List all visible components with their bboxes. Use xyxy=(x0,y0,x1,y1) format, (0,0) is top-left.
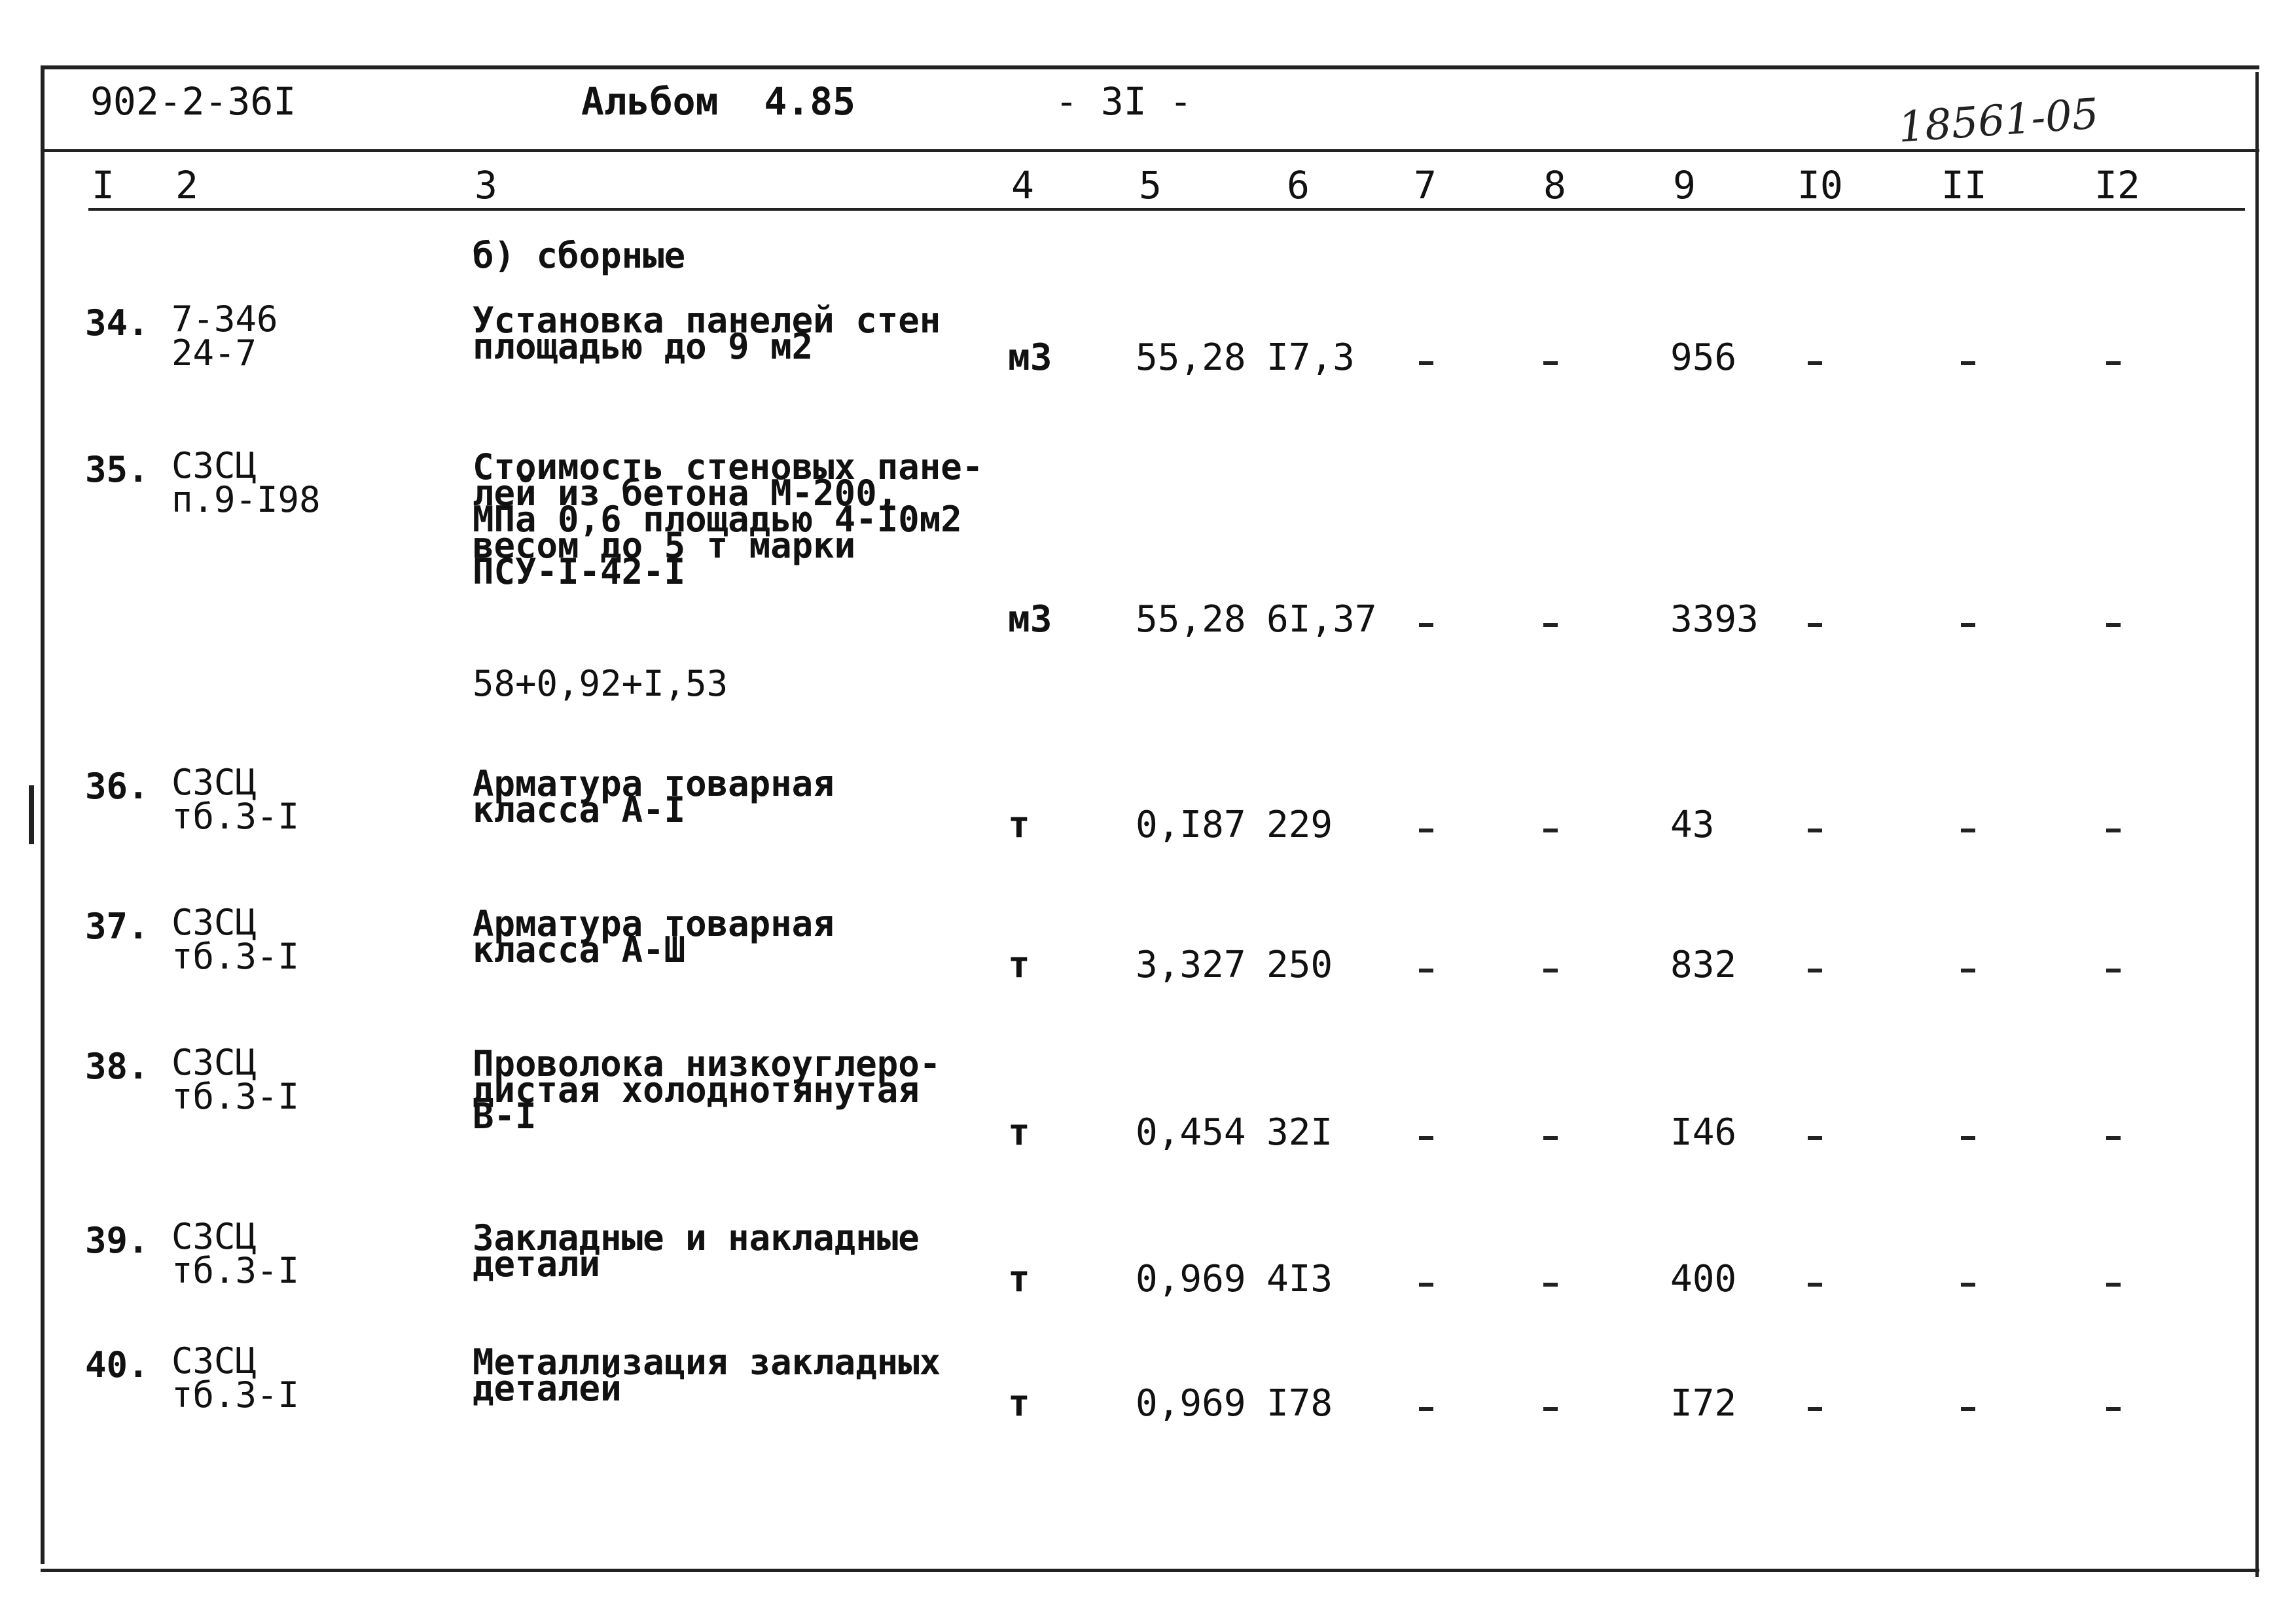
empty-cell-dash xyxy=(1961,1283,1975,1287)
row-quantity: 3,327 xyxy=(1136,944,1246,986)
empty-cell-dash xyxy=(2106,1407,2121,1411)
row-description: Стоимость стеновых пане- лей из бетона М-200, МПа 0,6 площадью 4-I0м2 весом до 5 т марки ПСУ-I-42-I xyxy=(473,446,984,592)
row-code: 7-346 24-7 xyxy=(171,298,278,374)
empty-cell-dash xyxy=(1419,1407,1433,1411)
frame-bottom-line xyxy=(41,1569,2259,1572)
empty-cell-dash xyxy=(1808,361,1822,365)
row-number: 34. xyxy=(85,302,149,344)
row-code: СЗСЦ тб.3-I xyxy=(171,1042,300,1117)
column-header-rule xyxy=(88,208,2245,211)
row-quantity: 55,28 xyxy=(1136,336,1246,379)
row-quantity: 55,28 xyxy=(1136,598,1246,641)
frame-left-mark xyxy=(29,785,34,844)
row-total: 43 xyxy=(1670,804,1715,846)
empty-cell-dash xyxy=(1419,969,1433,972)
empty-cell-dash xyxy=(1419,1283,1433,1287)
row-code: СЗСЦ тб.3-I xyxy=(171,1216,300,1291)
row-price: 32I xyxy=(1266,1111,1333,1154)
row-quantity: 0,454 xyxy=(1136,1111,1246,1154)
empty-cell-dash xyxy=(1808,1407,1822,1411)
empty-cell-dash xyxy=(1961,969,1975,972)
row-price: 229 xyxy=(1266,804,1333,846)
col-header-8: 8 xyxy=(1543,163,1566,207)
col-header-2: 2 xyxy=(175,163,198,207)
col-header-12: I2 xyxy=(2094,163,2140,207)
col-header-5: 5 xyxy=(1139,163,1162,207)
empty-cell-dash xyxy=(1543,829,1558,832)
empty-cell-dash xyxy=(1808,623,1822,627)
row-number: 36. xyxy=(85,766,149,807)
row-number: 37. xyxy=(85,906,149,947)
row-unit: м3 xyxy=(1008,336,1052,379)
empty-cell-dash xyxy=(1961,1407,1975,1411)
row-price: 6I,37 xyxy=(1266,598,1377,641)
row-number: 38. xyxy=(85,1046,149,1087)
empty-cell-dash xyxy=(1961,829,1975,832)
empty-cell-dash xyxy=(1543,1407,1558,1411)
empty-cell-dash xyxy=(1543,361,1558,365)
empty-cell-dash xyxy=(1961,1136,1975,1140)
row-quantity: 0,I87 xyxy=(1136,804,1246,846)
empty-cell-dash xyxy=(2106,829,2121,832)
col-header-9: 9 xyxy=(1673,163,1696,207)
empty-cell-dash xyxy=(1961,623,1975,627)
row-price: 4I3 xyxy=(1266,1258,1333,1300)
row-unit: т xyxy=(1008,804,1030,846)
empty-cell-dash xyxy=(1961,361,1975,365)
empty-cell-dash xyxy=(1419,623,1433,627)
empty-cell-dash xyxy=(2106,361,2121,365)
col-header-4: 4 xyxy=(1011,163,1034,207)
empty-cell-dash xyxy=(2106,1136,2121,1140)
empty-cell-dash xyxy=(1808,969,1822,972)
row-total: 956 xyxy=(1670,336,1737,379)
frame-top-line xyxy=(41,65,2259,69)
col-header-10: I0 xyxy=(1797,163,1843,207)
row-price: I78 xyxy=(1266,1382,1333,1425)
empty-cell-dash xyxy=(1808,829,1822,832)
empty-cell-dash xyxy=(1543,1283,1558,1287)
row-unit: т xyxy=(1008,1382,1030,1425)
frame-left-line xyxy=(41,65,45,1564)
frame-right-line xyxy=(2255,72,2259,1577)
section-title: б) сборные xyxy=(473,235,686,276)
row-unit: т xyxy=(1008,1258,1030,1300)
row-description: Металлизация закладных деталей xyxy=(473,1342,941,1409)
empty-cell-dash xyxy=(1419,1136,1433,1140)
row-quantity: 0,969 xyxy=(1136,1258,1246,1300)
doc-code: 902-2-36I xyxy=(90,79,296,124)
row-number: 35. xyxy=(85,449,149,490)
row-note: 58+0,92+I,53 xyxy=(473,663,728,704)
row-code: СЗСЦ тб.3-I xyxy=(171,902,300,977)
row-code: СЗСЦ п.9-I98 xyxy=(171,445,321,520)
row-price: I7,3 xyxy=(1266,336,1355,379)
row-description: Арматура товарная класса А-I xyxy=(473,763,834,830)
row-unit: т xyxy=(1008,944,1030,986)
row-description: Закладные и накладные детали xyxy=(473,1217,920,1285)
row-description: Установка панелей стен площадью до 9 м2 xyxy=(473,300,941,367)
col-header-7: 7 xyxy=(1414,163,1437,207)
empty-cell-dash xyxy=(1419,361,1433,365)
row-unit: т xyxy=(1008,1111,1030,1154)
empty-cell-dash xyxy=(1543,969,1558,972)
col-header-6: 6 xyxy=(1287,163,1310,207)
col-header-1: I xyxy=(92,163,115,207)
page-number: - 3I - xyxy=(1055,79,1193,124)
row-price: 250 xyxy=(1266,944,1333,986)
row-total: 832 xyxy=(1670,944,1737,986)
row-code: СЗСЦ тб.3-I xyxy=(171,1340,300,1416)
col-header-11: II xyxy=(1941,163,1987,207)
row-total: I46 xyxy=(1670,1111,1737,1154)
row-number: 39. xyxy=(85,1220,149,1261)
empty-cell-dash xyxy=(2106,1283,2121,1287)
empty-cell-dash xyxy=(1543,1136,1558,1140)
empty-cell-dash xyxy=(1419,829,1433,832)
empty-cell-dash xyxy=(2106,969,2121,972)
row-quantity: 0,969 xyxy=(1136,1382,1246,1425)
handwritten-number: 18561-05 xyxy=(1896,90,2100,152)
empty-cell-dash xyxy=(2106,623,2121,627)
col-header-3: 3 xyxy=(475,163,497,207)
empty-cell-dash xyxy=(1808,1136,1822,1140)
row-total: I72 xyxy=(1670,1382,1737,1425)
album-label: Альбом 4.85 xyxy=(581,79,856,124)
row-total: 400 xyxy=(1670,1258,1737,1300)
row-number: 40. xyxy=(85,1344,149,1385)
row-description: Арматура товарная класса А-Ш xyxy=(473,903,834,971)
row-code: СЗСЦ тб.3-I xyxy=(171,762,300,837)
row-description: Проволока низкоуглеро- дистая холоднотянутая В-I xyxy=(473,1043,941,1137)
empty-cell-dash xyxy=(1808,1283,1822,1287)
row-total: 3393 xyxy=(1670,598,1759,641)
row-unit: м3 xyxy=(1008,598,1052,641)
empty-cell-dash xyxy=(1543,623,1558,627)
